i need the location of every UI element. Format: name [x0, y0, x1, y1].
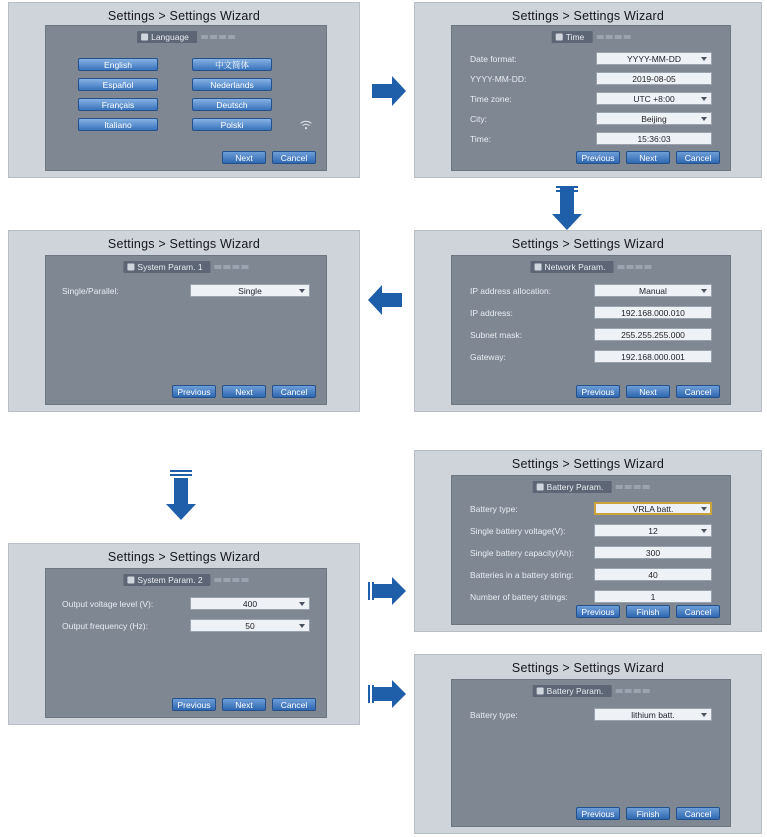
arrow-right-1	[370, 74, 408, 108]
section-title: Battery Param.	[533, 481, 612, 493]
language-option-spanish[interactable]: Español	[78, 78, 158, 91]
field-label: Output voltage level (V):	[62, 599, 154, 609]
step-dots	[615, 689, 649, 693]
wizard-body	[45, 25, 327, 171]
cancel-button[interactable]: Cancel	[272, 151, 316, 164]
cancel-button[interactable]: Cancel	[272, 698, 316, 711]
wizard-buttons	[576, 807, 720, 820]
field-label: City:	[470, 114, 487, 124]
wizard-buttons	[576, 385, 720, 398]
wifi-icon	[298, 118, 314, 130]
field-label: Single/Parallel:	[62, 286, 119, 296]
previous-button[interactable]: Previous	[576, 807, 620, 820]
cancel-button[interactable]: Cancel	[676, 605, 720, 618]
wizard-body	[451, 679, 731, 827]
arrow-down-1-stripes	[556, 186, 578, 194]
arrow-right-2-stripes	[368, 582, 374, 605]
breadcrumb: Settings > Settings Wizard	[511, 237, 665, 251]
step-dots	[201, 35, 235, 39]
language-option-polish[interactable]: Polski	[192, 118, 272, 131]
section-title: Battery Param.	[533, 685, 612, 697]
arrow-left-1	[364, 283, 404, 317]
breadcrumb: Settings > Settings Wizard	[107, 550, 261, 564]
previous-button[interactable]: Previous	[576, 151, 620, 164]
breadcrumb: Settings > Settings Wizard	[511, 457, 665, 471]
arrow-right-3	[372, 678, 408, 710]
field-label: Number of battery strings:	[470, 592, 568, 602]
section-title: System Param. 2	[123, 574, 210, 586]
step-dots	[596, 35, 630, 39]
previous-button[interactable]: Previous	[576, 385, 620, 398]
language-option-dutch[interactable]: Nederlands	[192, 78, 272, 91]
arrow-down-2-stripes	[170, 470, 192, 478]
output-voltage-level-select[interactable]: 400	[190, 597, 310, 610]
previous-button[interactable]: Previous	[576, 605, 620, 618]
step-dots	[615, 485, 649, 489]
section-title: System Param. 1	[123, 261, 210, 273]
next-button[interactable]: Next	[626, 385, 670, 398]
single-parallel-select[interactable]: Single	[190, 284, 310, 297]
step-dots	[215, 578, 249, 582]
wizard-buttons	[172, 385, 316, 398]
screen-system-param-1	[8, 230, 360, 412]
next-button[interactable]: Next	[222, 698, 266, 711]
breadcrumb: Settings > Settings Wizard	[511, 9, 665, 23]
breadcrumb: Settings > Settings Wizard	[107, 237, 261, 251]
single-battery-capacity-input[interactable]: 300	[594, 546, 712, 559]
cancel-button[interactable]: Cancel	[676, 385, 720, 398]
breadcrumb: Settings > Settings Wizard	[511, 661, 665, 675]
wizard-buttons	[576, 605, 720, 618]
step-dots	[215, 265, 249, 269]
breadcrumb: Settings > Settings Wizard	[107, 9, 261, 23]
time-zone-select[interactable]: UTC +8:00	[596, 92, 712, 105]
city-select[interactable]: Beijing	[596, 112, 712, 125]
screen-time	[414, 2, 762, 178]
section-header	[123, 574, 248, 586]
wizard-body	[451, 255, 731, 405]
time-input[interactable]: 15:36:03	[596, 132, 712, 145]
finish-button[interactable]: Finish	[626, 807, 670, 820]
step-dots	[617, 265, 651, 269]
language-option-german[interactable]: Deutsch	[192, 98, 272, 111]
section-title: Time	[552, 31, 593, 43]
battery-type-select[interactable]: VRLA batt.	[594, 502, 712, 515]
arrow-right-2	[372, 575, 408, 607]
field-label: Battery type:	[470, 504, 518, 514]
wizard-buttons	[172, 698, 316, 711]
gateway-input[interactable]: 192.168.000.001	[594, 350, 712, 363]
next-button[interactable]: Next	[222, 385, 266, 398]
field-label: YYYY-MM-DD:	[470, 74, 527, 84]
output-frequency-select[interactable]: 50	[190, 619, 310, 632]
field-label: Gateway:	[470, 352, 506, 362]
cancel-button[interactable]: Cancel	[676, 807, 720, 820]
previous-button[interactable]: Previous	[172, 385, 216, 398]
language-option-chinese[interactable]: 中文简体	[192, 58, 272, 71]
subnet-mask-input[interactable]: 255.255.255.000	[594, 328, 712, 341]
screen-network	[414, 230, 762, 412]
screen-battery-lithium	[414, 654, 762, 834]
arrow-right-3-stripes	[368, 685, 374, 708]
language-option-italian[interactable]: Italiano	[78, 118, 158, 131]
section-title: Language	[137, 31, 197, 43]
field-label: Output frequency (Hz):	[62, 621, 148, 631]
next-button[interactable]: Next	[626, 151, 670, 164]
ip-address-input[interactable]: 192.168.000.010	[594, 306, 712, 319]
batteries-in-string-input[interactable]: 40	[594, 568, 712, 581]
section-header	[552, 31, 631, 43]
single-battery-voltage-select[interactable]: 12	[594, 524, 712, 537]
section-header	[533, 481, 650, 493]
section-header	[531, 261, 652, 273]
section-title: Network Param.	[531, 261, 614, 273]
wizard-body	[45, 568, 327, 718]
date-input[interactable]: 2019-08-05	[596, 72, 712, 85]
wizard-buttons	[222, 151, 316, 164]
wizard-body	[451, 475, 731, 625]
field-label: Subnet mask:	[470, 330, 522, 340]
ip-allocation-select[interactable]: Manual	[594, 284, 712, 297]
language-option-french[interactable]: Français	[78, 98, 158, 111]
language-option-english[interactable]: English	[78, 58, 158, 71]
field-label: Date format:	[470, 54, 517, 64]
field-label: Single battery voltage(V):	[470, 526, 566, 536]
wizard-buttons	[576, 151, 720, 164]
section-header	[123, 261, 248, 273]
next-button[interactable]: Next	[222, 151, 266, 164]
wizard-body	[451, 25, 731, 171]
field-label: Single battery capacity(Ah):	[470, 548, 574, 558]
screen-system-param-2	[8, 543, 360, 725]
field-label: IP address allocation:	[470, 286, 552, 296]
arrow-down-2	[163, 476, 199, 522]
section-header	[533, 685, 650, 697]
field-label: Battery type:	[470, 710, 518, 720]
wizard-body	[45, 255, 327, 405]
battery-type-select[interactable]: lithium batt.	[594, 708, 712, 721]
cancel-button[interactable]: Cancel	[676, 151, 720, 164]
number-of-strings-input[interactable]: 1	[594, 590, 712, 603]
date-format-select[interactable]: YYYY-MM-DD	[596, 52, 712, 65]
screen-language	[8, 2, 360, 178]
section-header	[137, 31, 235, 43]
field-label: IP address:	[470, 308, 513, 318]
field-label: Time zone:	[470, 94, 512, 104]
field-label: Time:	[470, 134, 491, 144]
screen-battery-vrla	[414, 450, 762, 632]
finish-button[interactable]: Finish	[626, 605, 670, 618]
previous-button[interactable]: Previous	[172, 698, 216, 711]
cancel-button[interactable]: Cancel	[272, 385, 316, 398]
field-label: Batteries in a battery string:	[470, 570, 574, 580]
